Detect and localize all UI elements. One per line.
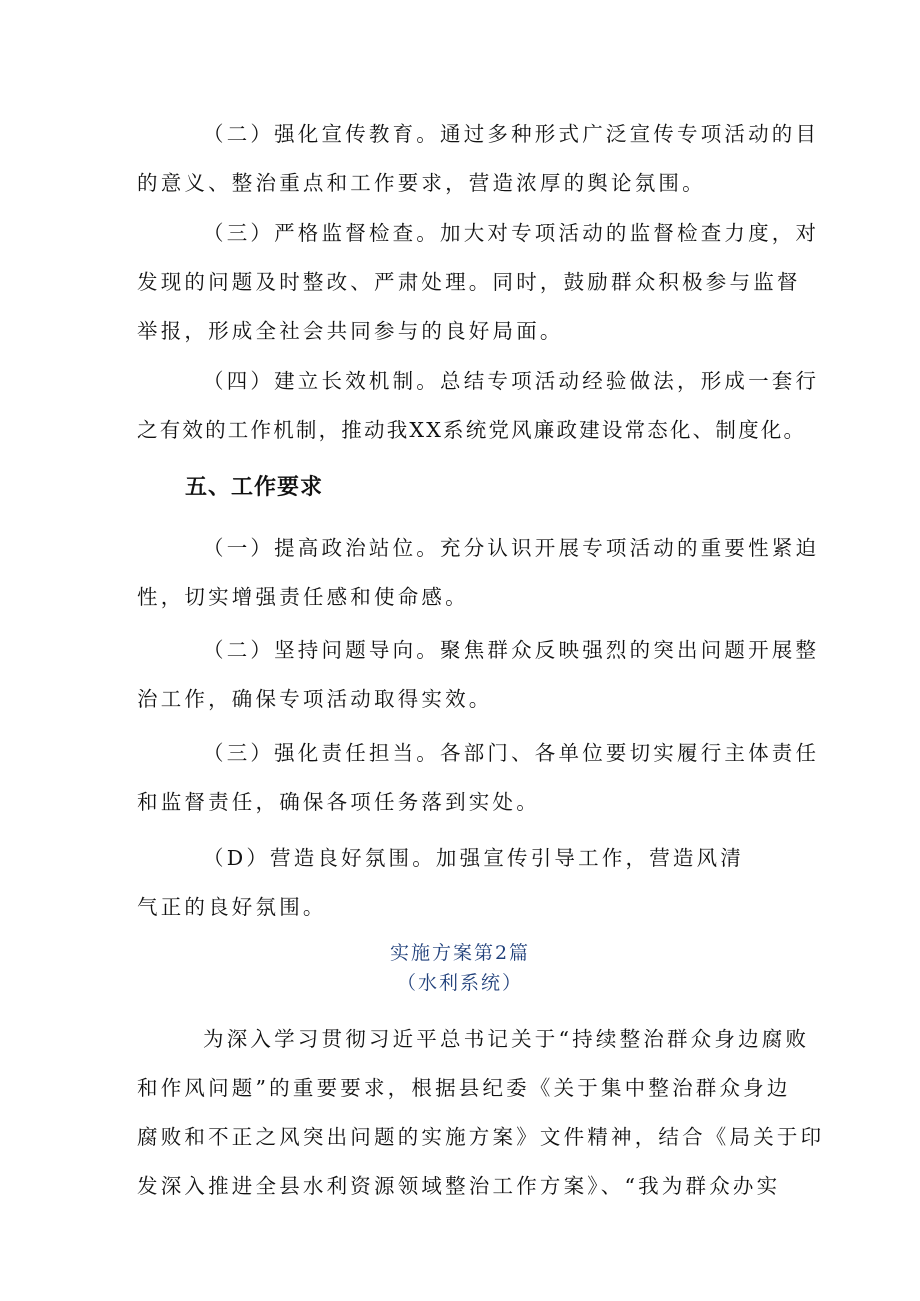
paragraph-mechanism: [137, 357, 820, 455]
text-line: 之有效的工作机制，推动我XX系统党风廉政建设常态化、制度化。: [137, 418, 807, 442]
paragraph-publicity: [137, 110, 820, 208]
paragraph-supervision: [137, 209, 820, 356]
text-line: 举报，形成全社会共同参与的良好局面。: [137, 319, 564, 343]
text-line: 性，切实增强责任感和使命感。: [137, 585, 469, 609]
text-line: 发现的问题及时整改、严肃处理。同时，鼓励群众积极参与监督: [137, 270, 801, 294]
text-line: （三）严格监督检查。加大对专项活动的监督检查力度，对: [203, 221, 820, 245]
text-line: 腐败和不正之风突出问题的实施方案》文件精神，结合《局关于印: [137, 1125, 825, 1149]
text-line: （D）营造良好氛围。加强宣传引导工作，营造风清: [203, 846, 745, 870]
requirement-item: [137, 834, 797, 932]
section-heading: 五、工作要求: [185, 475, 324, 500]
plan-subtitle: （水利系统）: [396, 972, 523, 994]
text-line: （二）强化宣传教育。通过多种形式广泛宣传专项活动的目: [203, 122, 820, 146]
text-line: 气正的良好氛围。: [137, 895, 327, 919]
requirement-item: [137, 524, 820, 622]
text-line: （一）提高政治站位。充分认识开展专项活动的重要性紧迫: [203, 536, 820, 560]
text-line: 为深入学习贯彻习近平总书记关于“持续整治群众身边腐败: [203, 1027, 810, 1051]
text-line: （三）强化责任担当。各部门、各单位要切实履行主体责任: [203, 741, 820, 765]
text-line: 和作风问题”的重要要求，根据县纪委《关于集中整治群众身边: [137, 1076, 791, 1100]
text-line: 发深入推进全县水利资源领域整治工作方案》、“我为群众办实: [137, 1174, 781, 1198]
text-line: （二）坚持问题导向。聚焦群众反映强烈的突出问题开展整: [203, 638, 820, 662]
text-line: （四）建立长效机制。总结专项活动经验做法，形成一套行: [203, 369, 820, 393]
requirement-item: [137, 626, 820, 724]
plan-title: 实施方案第2篇: [389, 942, 531, 964]
paragraph-intro: [137, 1015, 825, 1211]
text-line: 治工作，确保专项活动取得实效。: [137, 687, 493, 711]
requirement-item: [137, 729, 820, 827]
text-line: 和监督责任，确保各项任务落到实处。: [137, 790, 540, 814]
text-line: 的意义、整治重点和工作要求，营造浓厚的舆论氛围。: [137, 171, 706, 195]
